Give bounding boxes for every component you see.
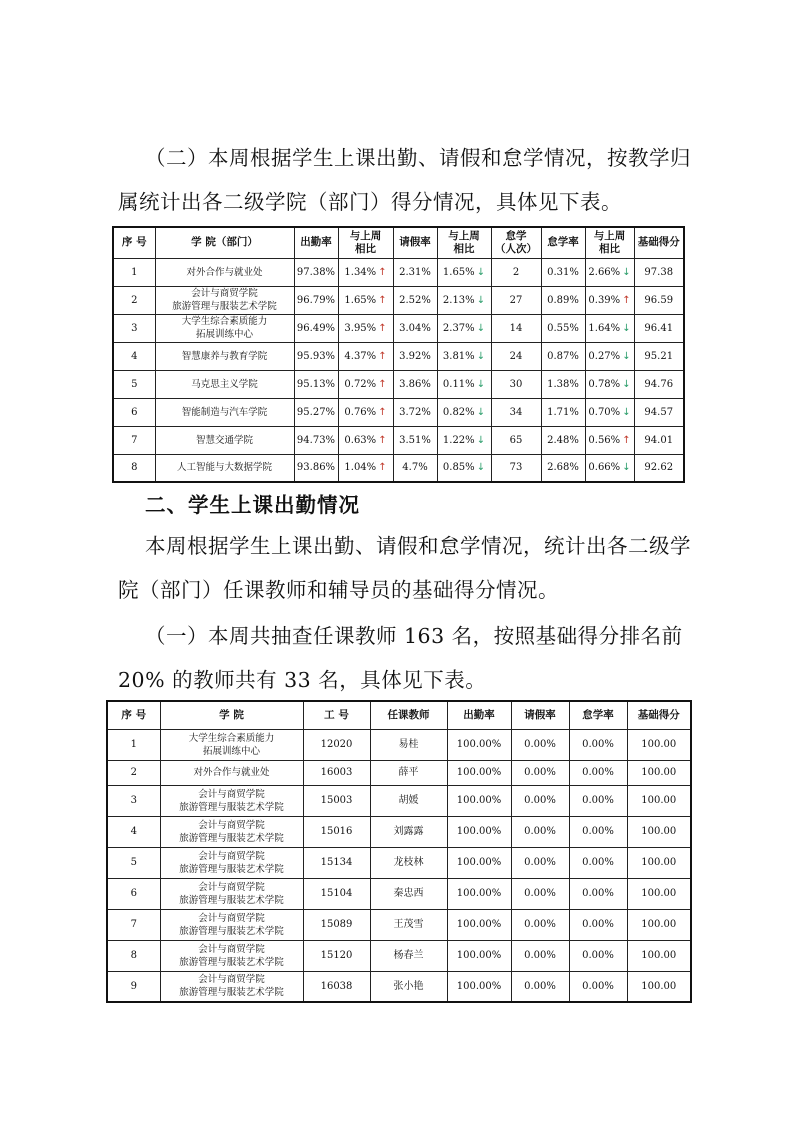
table-cell: 3.04% [393,314,437,342]
table-cell: 65 [491,426,541,454]
table-row [107,785,691,816]
table-cell: 95.27% [294,398,338,426]
table-cell: 0.00% [511,971,569,1002]
table-cell: 100.00 [627,878,691,909]
table-row [113,398,684,426]
arrow-down-icon: ↓ [622,350,631,362]
table-cell: 会计与商贸学院 旅游管理与服装艺术学院 [160,940,303,971]
arrow-down-icon: ↓ [476,434,486,446]
table-cell: 0.70% ↓ [585,398,634,426]
column-header: 基础得分 [627,701,691,729]
table-cell: 0.11% ↓ [437,370,491,398]
teacher-score-table [106,700,692,1003]
table-cell: 94.76 [634,370,684,398]
table-cell: 人工智能与大数据学院 [155,454,294,482]
column-header: 学 院（部门） [155,227,294,258]
table-cell: 100.00 [627,785,691,816]
table-cell: 100.00 [627,971,691,1002]
table-cell: 15089 [303,909,370,940]
college-score-table [112,226,685,483]
table-cell: 100.00 [627,940,691,971]
table-cell: 7 [107,909,160,940]
table-cell: 0.31% [541,258,585,286]
table-cell: 8 [113,454,155,482]
arrow-down-icon: ↓ [476,350,486,362]
table-cell: 0.78% ↓ [585,370,634,398]
column-header: 请假率 [393,227,437,258]
table-cell: 0.66% ↓ [585,454,634,482]
table-cell: 3 [113,314,155,342]
table-row [113,426,684,454]
table-cell: 马克思主义学院 [155,370,294,398]
table-cell: 1 [113,258,155,286]
table-cell: 5 [113,370,155,398]
table-cell: 会计与商贸学院 旅游管理与服装艺术学院 [160,816,303,847]
arrow-up-icon: ↑ [378,406,387,418]
table-cell: 2.13% ↓ [437,286,491,314]
table-cell: 0.00% [569,940,627,971]
arrow-up-icon: ↑ [378,322,387,334]
table-cell: 会计与商贸学院 旅游管理与服装艺术学院 [160,785,303,816]
table-cell: 15134 [303,847,370,878]
table-cell: 100.00% [447,816,511,847]
arrow-up-icon: ↑ [622,434,631,446]
table-cell: 96.41 [634,314,684,342]
table-cell: 0.55% [541,314,585,342]
table-cell: 96.49% [294,314,338,342]
table-cell: 12020 [303,729,370,760]
table-cell: 秦忠西 [370,878,447,909]
table-cell: 大学生综合素质能力 拓展训练中心 [155,314,294,342]
table-row [107,760,691,785]
table-cell: 97.38% [294,258,338,286]
table-cell: 0.56% ↑ [585,426,634,454]
column-header: 工 号 [303,701,370,729]
table-cell: 0.00% [511,909,569,940]
table-cell: 100.00% [447,971,511,1002]
table-cell: 2.48% [541,426,585,454]
table-cell: 杨春兰 [370,940,447,971]
arrow-down-icon: ↓ [622,378,631,390]
column-header: 请假率 [511,701,569,729]
table-cell: 会计与商贸学院 旅游管理与服装艺术学院 [160,847,303,878]
column-header: 与上周 相比 [338,227,393,258]
table-cell: 0.63% ↑ [338,426,393,454]
table-cell: 3 [107,785,160,816]
table-row [113,286,684,314]
column-header: 与上周 相比 [437,227,491,258]
column-header: 出勤率 [447,701,511,729]
table-cell: 2.37% ↓ [437,314,491,342]
arrow-down-icon: ↓ [476,462,486,474]
column-header: 学 院 [160,701,303,729]
table-cell: 0.87% [541,342,585,370]
table-cell: 0.00% [511,760,569,785]
table-cell: 100.00 [627,847,691,878]
table-row [107,878,691,909]
table-cell: 刘露露 [370,816,447,847]
table-cell: 100.00% [447,847,511,878]
arrow-up-icon: ↑ [378,378,387,390]
table-cell: 胡媛 [370,785,447,816]
table-cell: 93.86% [294,454,338,482]
table-cell: 0.00% [511,729,569,760]
table-cell: 2.52% [393,286,437,314]
table-cell: 34 [491,398,541,426]
table-cell: 张小艳 [370,971,447,1002]
column-header: 序 号 [107,701,160,729]
table-cell: 94.01 [634,426,684,454]
table-cell: 0.00% [511,940,569,971]
column-header: 怠学率 [541,227,585,258]
table-row [113,314,684,342]
arrow-down-icon: ↓ [622,406,631,418]
column-header: 出勤率 [294,227,338,258]
table-cell: 0.00% [569,816,627,847]
table-cell: 3.92% [393,342,437,370]
table-cell: 4.7% [393,454,437,482]
table-cell: 5 [107,847,160,878]
table-cell: 4 [107,816,160,847]
table-cell: 3.81% ↓ [437,342,491,370]
table-row [107,729,691,760]
table-cell: 1.34% ↑ [338,258,393,286]
teacher-intro-paragraph: （一）本周共抽查任课教师 163 名，按照基础得分排名前 20% 的教师共有 33 名，具体见下表。 [118,624,683,692]
table-cell: 0.00% [511,816,569,847]
table-cell: 8 [107,940,160,971]
table-cell: 1.04% ↑ [338,454,393,482]
table-cell: 会计与商贸学院 旅游管理与服装艺术学院 [160,971,303,1002]
table-cell: 1.38% [541,370,585,398]
column-header: 任课教师 [370,701,447,729]
table-cell: 0.00% [569,729,627,760]
arrow-down-icon: ↓ [622,266,631,278]
table-cell: 73 [491,454,541,482]
table-cell: 92.62 [634,454,684,482]
table-cell: 94.57 [634,398,684,426]
table-cell: 96.79% [294,286,338,314]
table-cell: 3.95% ↑ [338,314,393,342]
table-cell: 0.76% ↑ [338,398,393,426]
table-cell: 16003 [303,760,370,785]
table-cell: 0.00% [569,847,627,878]
section-paragraph: 本周根据学生上课出勤、请假和怠学情况，统计出各二级学院（部门）任课教师和辅导员的基础得分情况。 [118,534,691,602]
table-cell: 大学生综合素质能力 拓展训练中心 [160,729,303,760]
intro-paragraph: （二）本周根据学生上课出勤、请假和怠学情况，按教学归属统计出各二级学院（部门）得分情况，具体见下表。 [118,146,691,214]
table-cell: 4 [113,342,155,370]
table-header-row [107,701,691,729]
table-cell: 24 [491,342,541,370]
arrow-up-icon: ↑ [378,294,387,306]
table-cell: 100.00 [627,729,691,760]
table-cell: 0.89% [541,286,585,314]
arrow-down-icon: ↓ [476,378,486,390]
table-cell: 100.00% [447,785,511,816]
table-cell: 薛平 [370,760,447,785]
table-row [113,454,684,482]
table-cell: 9 [107,971,160,1002]
table-cell: 100.00 [627,760,691,785]
table-cell: 15120 [303,940,370,971]
table-cell: 14 [491,314,541,342]
table-cell: 3.86% [393,370,437,398]
table-cell: 7 [113,426,155,454]
table-cell: 95.13% [294,370,338,398]
section-title: 二、学生上课出勤情况 [145,493,360,517]
table-cell: 15104 [303,878,370,909]
table-row [107,971,691,1002]
table-cell: 0.00% [511,847,569,878]
table-cell: 100.00% [447,878,511,909]
arrow-down-icon: ↓ [476,406,486,418]
table-cell: 2.31% [393,258,437,286]
table-cell: 对外合作与就业处 [155,258,294,286]
table-cell: 16038 [303,971,370,1002]
table-cell: 1.71% [541,398,585,426]
table-cell: 智慧康养与教育学院 [155,342,294,370]
table-cell: 对外合作与就业处 [160,760,303,785]
table-cell: 0.39% ↑ [585,286,634,314]
table-header-row [113,227,684,258]
table-cell: 95.93% [294,342,338,370]
table-cell: 0.00% [569,760,627,785]
table-cell: 会计与商贸学院 旅游管理与服装艺术学院 [155,286,294,314]
table-cell: 97.38 [634,258,684,286]
table-row [113,258,684,286]
table-cell: 会计与商贸学院 旅游管理与服装艺术学院 [160,909,303,940]
column-header: 怠学率 [569,701,627,729]
table-cell: 2.68% [541,454,585,482]
table-cell: 3.72% [393,398,437,426]
table-row [113,370,684,398]
table-cell: 6 [113,398,155,426]
arrow-up-icon: ↑ [378,266,387,278]
table-cell: 15003 [303,785,370,816]
column-header: 基础得分 [634,227,684,258]
table-cell: 100.00% [447,940,511,971]
table-cell: 95.21 [634,342,684,370]
arrow-down-icon: ↓ [476,294,486,306]
table-cell: 0.00% [569,785,627,816]
table-cell: 0.00% [569,909,627,940]
table-row [107,847,691,878]
column-header: 怠学 （人次） [491,227,541,258]
table-cell: 2.66% ↓ [585,258,634,286]
table-cell: 0.00% [511,878,569,909]
table-cell: 3.51% [393,426,437,454]
table-cell: 94.73% [294,426,338,454]
table-cell: 智慧交通学院 [155,426,294,454]
table-cell: 1.65% ↑ [338,286,393,314]
table-cell: 100.00% [447,760,511,785]
table-cell: 0.27% ↓ [585,342,634,370]
table-cell: 0.82% ↓ [437,398,491,426]
table-row [107,940,691,971]
table-cell: 1 [107,729,160,760]
arrow-down-icon: ↓ [476,322,486,334]
table-cell: 1.64% ↓ [585,314,634,342]
table-row [107,909,691,940]
table-cell: 易桂 [370,729,447,760]
table-cell: 会计与商贸学院 旅游管理与服装艺术学院 [160,878,303,909]
arrow-up-icon: ↑ [378,350,387,362]
table-cell: 2 [113,286,155,314]
arrow-down-icon: ↓ [622,322,631,334]
column-header: 序 号 [113,227,155,258]
table-cell: 0.00% [511,785,569,816]
table-cell: 龙枝林 [370,847,447,878]
table-cell: 100.00% [447,909,511,940]
table-cell: 1.22% ↓ [437,426,491,454]
table-cell: 100.00 [627,816,691,847]
arrow-down-icon: ↓ [476,266,486,278]
table-cell: 96.59 [634,286,684,314]
table-cell: 王茂雪 [370,909,447,940]
table-cell: 智能制造与汽车学院 [155,398,294,426]
table-row [113,342,684,370]
arrow-up-icon: ↑ [378,434,387,446]
column-header: 与上周 相比 [585,227,634,258]
table-cell: 0.00% [569,971,627,1002]
table-cell: 6 [107,878,160,909]
table-cell: 27 [491,286,541,314]
table-cell: 2 [107,760,160,785]
table-cell: 30 [491,370,541,398]
table-cell: 0.00% [569,878,627,909]
table-cell: 1.65% ↓ [437,258,491,286]
arrow-down-icon: ↓ [622,462,631,474]
table-cell: 0.85% ↓ [437,454,491,482]
arrow-up-icon: ↑ [622,294,631,306]
table-cell: 2 [491,258,541,286]
table-cell: 100.00% [447,729,511,760]
table-cell: 0.72% ↑ [338,370,393,398]
table-cell: 15016 [303,816,370,847]
table-row [107,816,691,847]
arrow-up-icon: ↑ [378,462,387,474]
table-cell: 100.00 [627,909,691,940]
table-cell: 4.37% ↑ [338,342,393,370]
